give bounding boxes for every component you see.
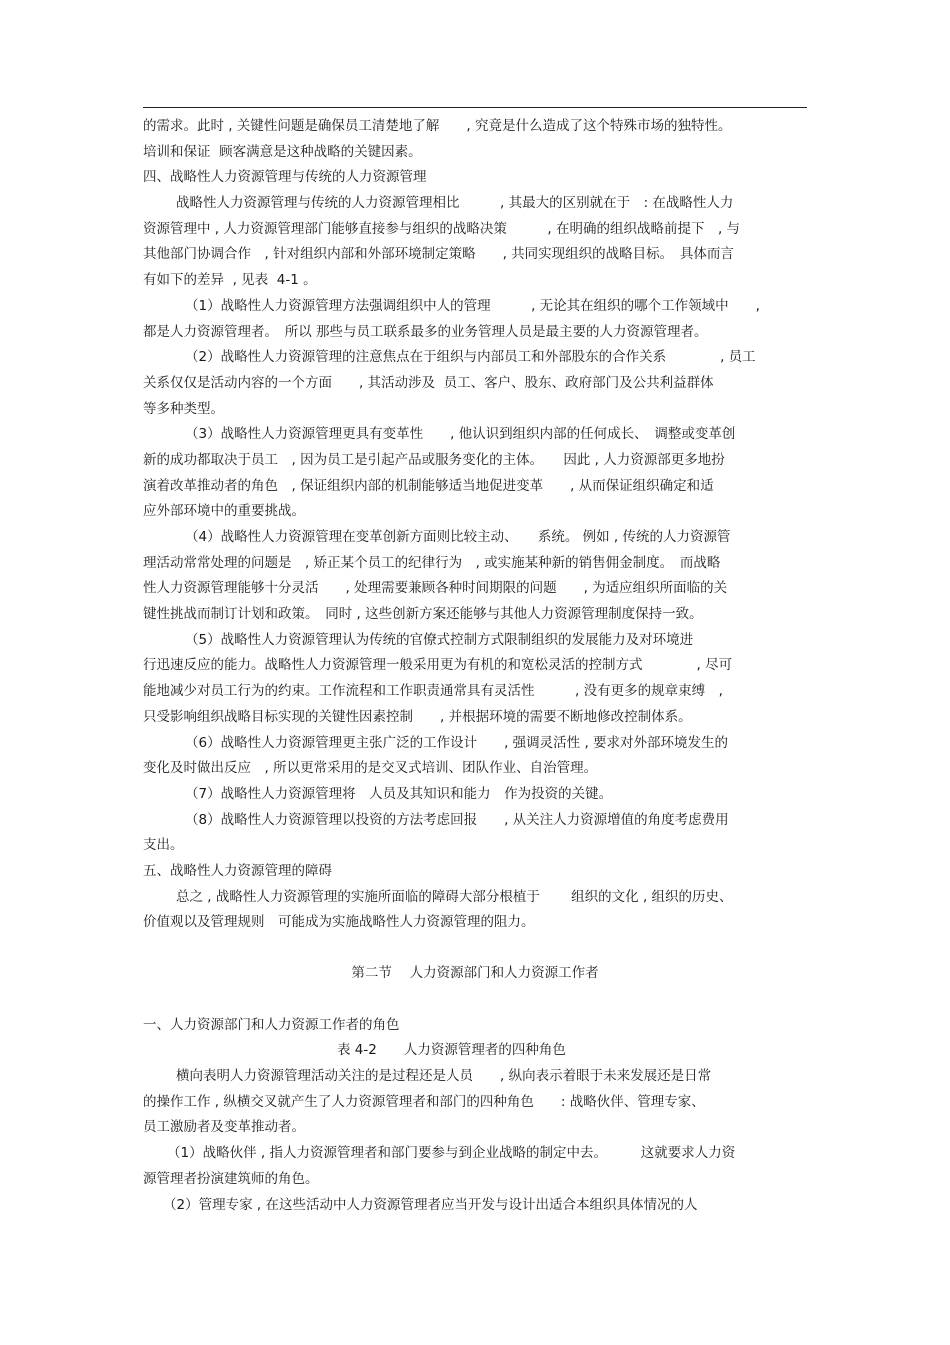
paragraph-line: 新的成功都取决于员工 , 因为员工是引起产品或服务变化的主体。 因此 , 人力资源部更多地扮 [143, 451, 725, 468]
section-heading: 一、人力资源部门和人力资源工作者的角色 [143, 1016, 400, 1033]
paragraph-line: 关系仅仅是活动内容的一个方面 , 其活动涉及 员工、客户、股东、政府部门及公共利益群体 [143, 374, 714, 391]
chapter-section-title: 第二节 人力资源部门和人力资源工作者 [351, 965, 599, 981]
paragraph-line: 能地减少对员工行为的约束。工作流程和工作职责通常具有灵活性 , 没有更多的规章束缚 , [143, 683, 723, 700]
paragraph-line: 其他部门协调合作 , 针对组织内部和外部环境制定策略 , 共同实现组织的战略目标。 具体而言 [143, 246, 734, 263]
paragraph-line: 性人力资源管理能够十分灵活 , 处理需要兼顾各种时间期限的问题 , 为适应组织所面临的关 [143, 580, 728, 597]
paragraph-line: 价值观以及管理规则 可能成为实施战略性人力资源管理的阻力。 [143, 914, 535, 931]
paragraph-line: 员工激励者及变革推动者。 [143, 1119, 305, 1136]
paragraph-line: 理活动常常处理的问题是 , 矫正某个员工的纪律行为 , 或实施某种新的销售佣金制度。 而战略 [143, 554, 721, 571]
paragraph-line: 总之 , 战略性人力资源管理的实施所面临的障碍大部分根植于 组织的文化 , 组织的历史、 [176, 888, 733, 905]
list-item: （2）战略性人力资源管理的注意焦点在于组织与内部员工和外部股东的合作关系 , 员工 [185, 349, 756, 366]
paragraph-line: 横向表明人力资源管理活动关注的是过程还是人员 , 纵向表示着眼于未来发展还是日常 [176, 1068, 712, 1085]
list-item: （8）战略性人力资源管理以投资的方法考虑回报 , 从关注人力资源增值的角度考虑费用 [185, 811, 729, 828]
paragraph-line: 培训和保证 顾客满意是这种战略的关键因素。 [143, 143, 422, 160]
list-item: （1）战略伙伴 , 指人力资源管理者和部门要参与到企业战略的制定中去。 这就要求人力资 [167, 1145, 736, 1162]
section-heading: 四、战略性人力资源管理与传统的人力资源管理 [143, 169, 427, 186]
paragraph-line: 资源管理中 , 人力资源管理部门能够直接参与组织的战略决策 , 在明确的组织战略前提下 , 与 [143, 220, 741, 237]
paragraph-line: 有如下的差异 , 见表 4-1 。 [143, 272, 317, 289]
table-caption: 表 4-2 人力资源管理者的四种角色 [337, 1042, 566, 1059]
paragraph-line: 变化及时做出反应 , 所以更常采用的是交叉式培训、团队作业、自治管理。 [143, 760, 598, 777]
paragraph-line: 都是人力资源管理者。 所以 那些与员工联系最多的业务管理人员是最主要的人力资源管理者。 [143, 323, 708, 340]
section-heading: 五、战略性人力资源管理的障碍 [143, 862, 332, 879]
list-item: （7）战略性人力资源管理将 人员及其知识和能力 作为投资的关键。 [185, 785, 613, 802]
paragraph-line: 只受影响组织战略目标实现的关键性因素控制 , 并根据环境的需要不断地修改控制体系。 [143, 708, 692, 725]
list-item: （5）战略性人力资源管理认为传统的官僚式控制方式限制组织的发展能力及对环境进 [185, 631, 694, 648]
paragraph-line: 支出。 [143, 837, 184, 854]
paragraph-line: 战略性人力资源管理与传统的人力资源管理相比 , 其最大的区别就在于 : 在战略性人力 [176, 195, 734, 212]
list-item: （2）管理专家 , 在这些活动中人力资源管理者应当开发与设计出适合本组织具体情况的人 [163, 1196, 698, 1213]
paragraph-line: 行迅速反应的能力。战略性人力资源管理一般采用更为有机的和宽松灵活的控制方式 , 尽可 [143, 657, 733, 674]
list-item: （6）战略性人力资源管理更主张广泛的工作设计 , 强调灵活性 , 要求对外部环境发生的 [185, 734, 729, 751]
paragraph-line: 等多种类型。 [143, 400, 224, 417]
paragraph-line: 的操作工作 , 纵横交叉就产生了人力资源管理者和部门的四种角色 : 战略伙伴、管理专家、 [143, 1093, 705, 1110]
list-item: （3）战略性人力资源管理更具有变革性 , 他认识到组织内部的任何成长、 调整或变革创 [185, 426, 736, 443]
list-item: （1）战略性人力资源管理方法强调组织中人的管理 , 无论其在组织的哪个工作领域中 , [185, 297, 760, 314]
paragraph-line: 键性挑战而制订计划和政策。 同时 , 这些创新方案还能够与其他人力资源管理制度保持一致。 [143, 606, 703, 623]
document-body [143, 116, 807, 1220]
paragraph-line: 源管理者扮演建筑师的角色。 [143, 1170, 319, 1187]
paragraph-line: 应外部环境中的重要挑战。 [143, 503, 305, 520]
paragraph-line: 的需求。此时 , 关键性问题是确保员工清楚地了解 , 究竟是什么造成了这个特殊市场的独特性。 [143, 118, 732, 134]
header-rule [143, 107, 807, 108]
paragraph-line: 演着改革推动者的角色 , 保证组织内部的机制能够适当地促进变革 , 从而保证组织确定和适 [143, 477, 714, 494]
list-item: （4）战略性人力资源管理在变革创新方面则比较主动、 系统。 例如 , 传统的人力资源管 [185, 529, 731, 545]
